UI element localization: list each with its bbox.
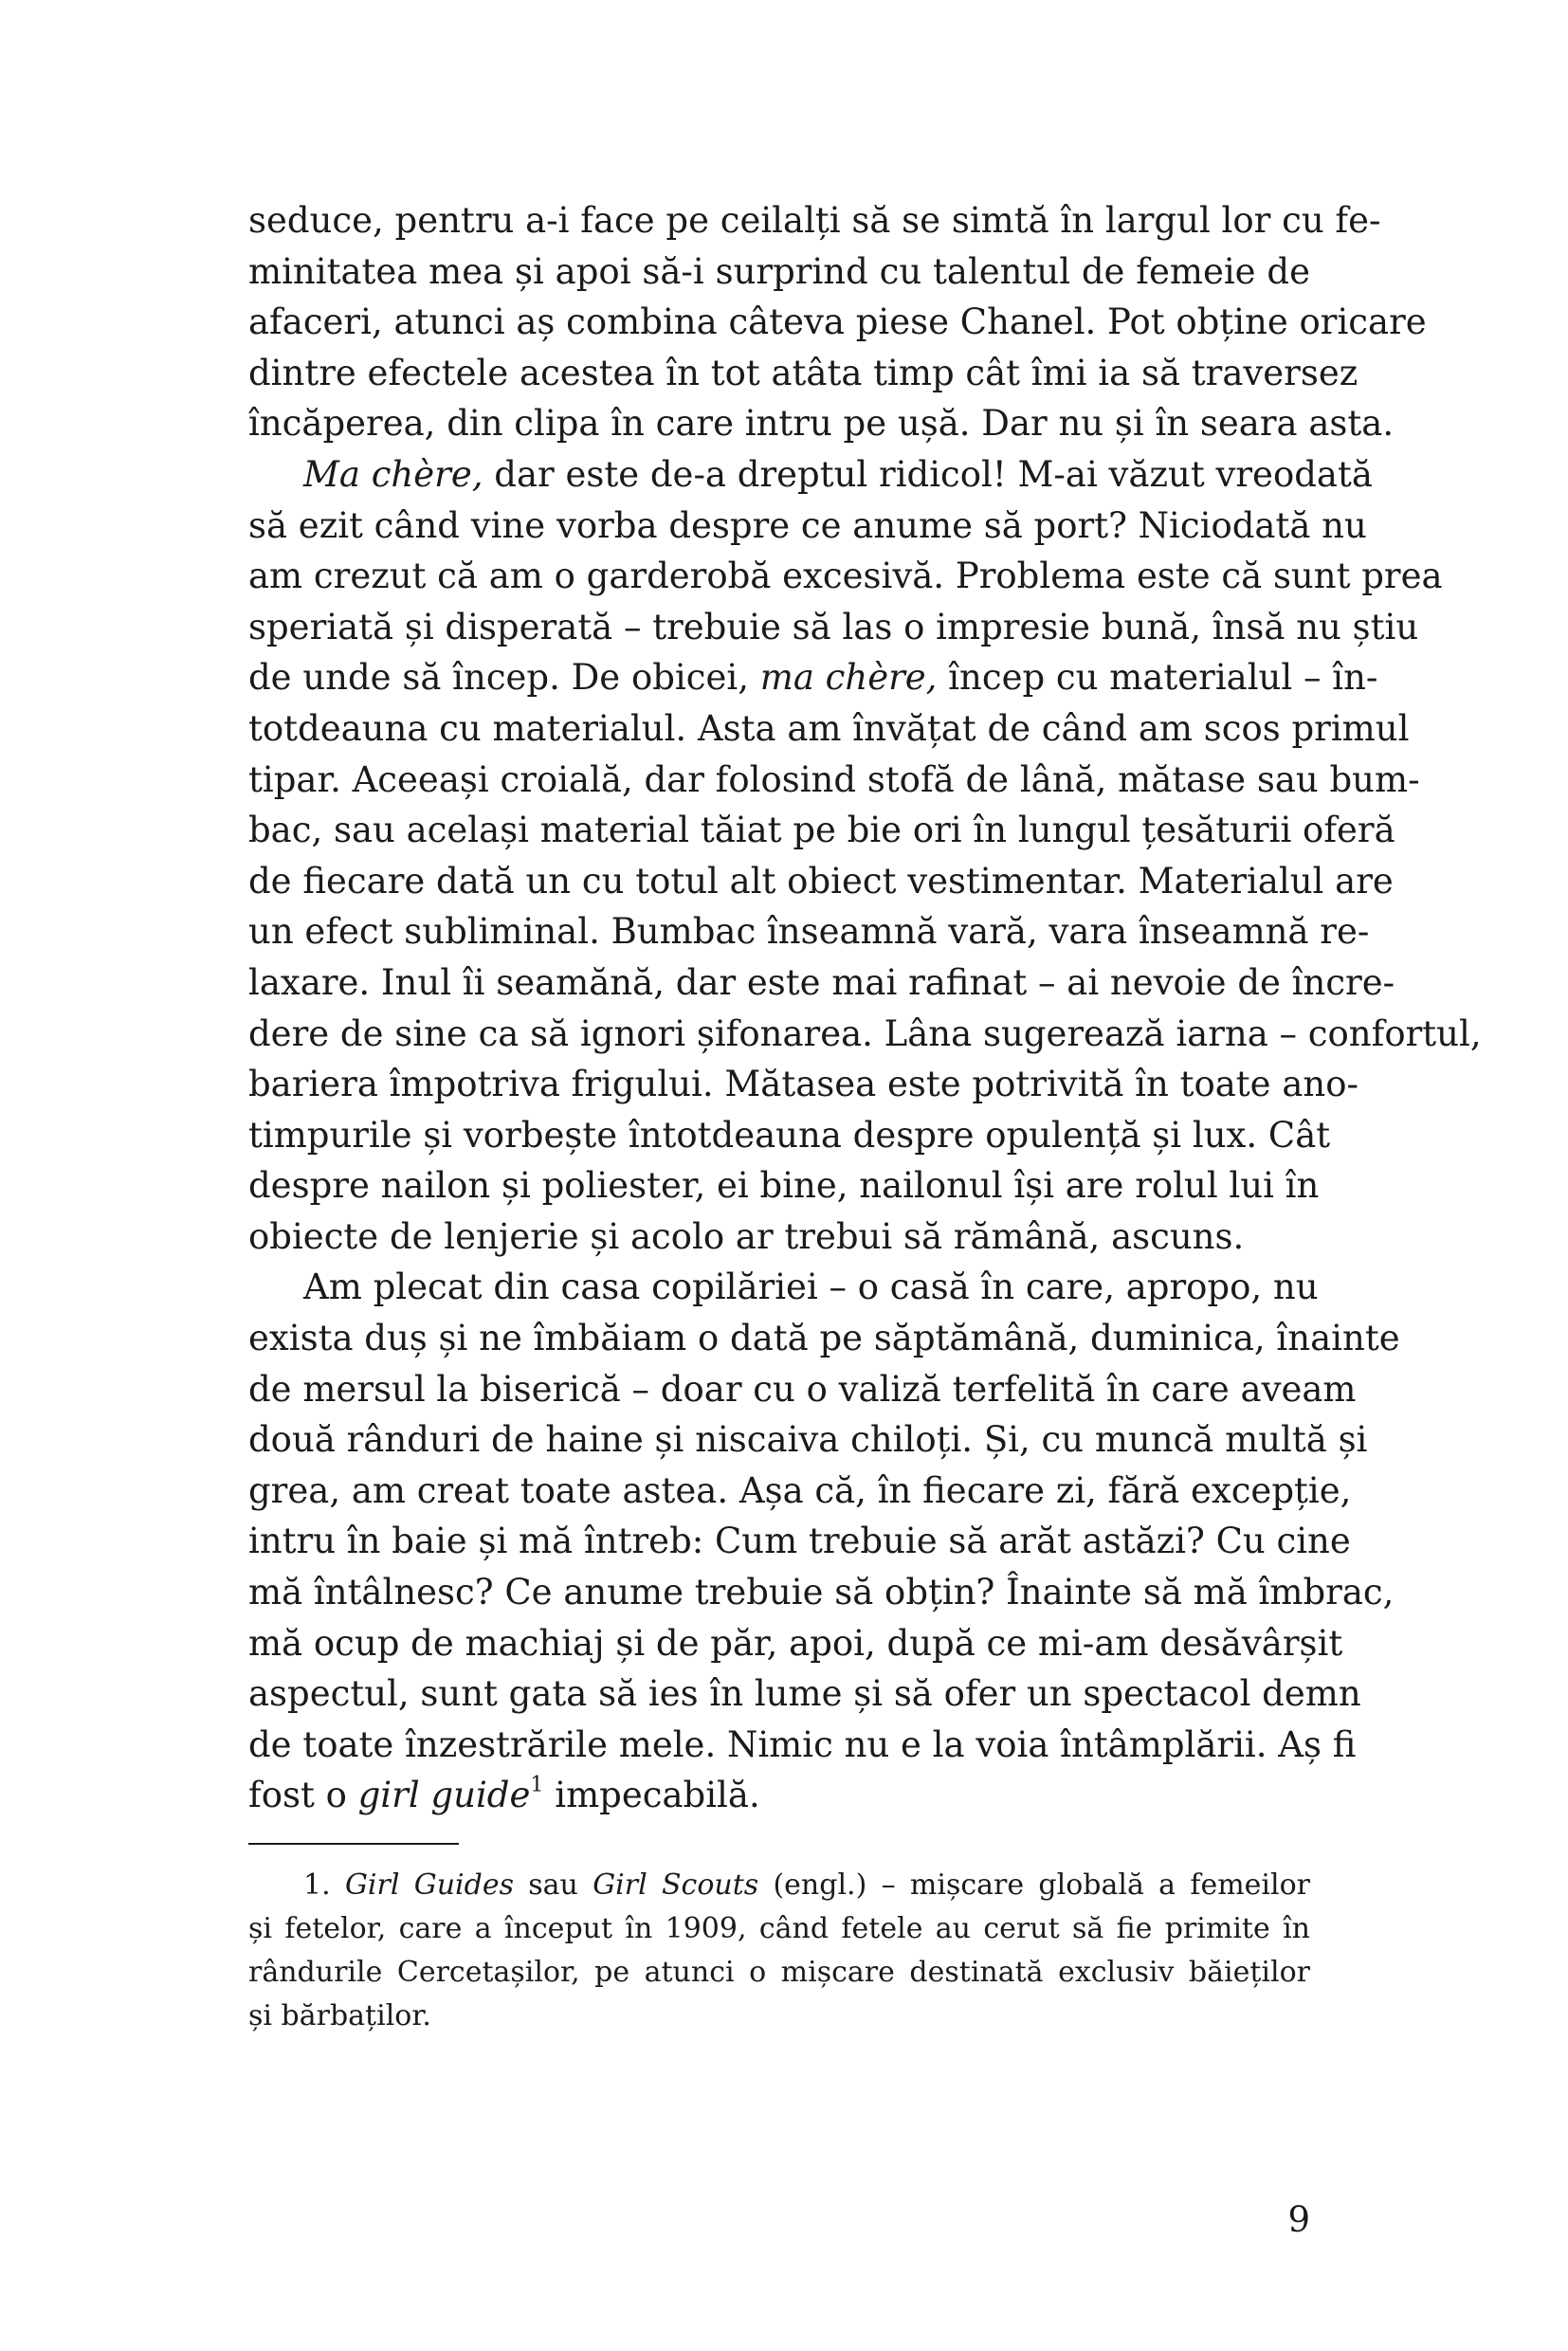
text-line [248,449,1373,501]
footnotes [248,1864,1310,2038]
text-line: minitatea mea și apoi să-i surprind cu talentul de femeie de [248,250,1310,292]
text-line: mă ocup de machiaj și de păr, apoi, după ce mi-am desăvârșit [248,1622,1343,1664]
text-line [248,1864,1310,1907]
text-line: exista duș și ne îmbăiam o dată pe săptămână, duminica, înainte [248,1318,1400,1359]
paragraph-1 [248,195,1427,449]
text-line: bariera împotriva frigului. Mătasea este potrivită în toate ano- [248,1064,1358,1105]
text-span: fost o [248,1775,358,1816]
footnote-separator [248,1843,459,1845]
text-line: un efect subliminal. Bumbac înseamnă vară, vara înseamnă re- [248,911,1370,953]
footnote-reference[interactable]: 1 [530,1772,544,1797]
text-line: Am plecat din casa copilăriei – o casă în care, apropo, nu [303,1267,1319,1308]
footnote-1 [248,1864,1310,2038]
text-line: laxare. Inul îi seamănă, dar este mai rafinat – ai nevoie de încre- [248,961,1395,1003]
text-span: (engl.) – mișcare globală a femeilor [758,1868,1310,1902]
paragraph-3 [248,1262,1400,1821]
text-line: tipar. Aceeași croială, dar folosind stofă de lână, mătase sau bum- [248,758,1420,800]
text-line: totdeauna cu materialul. Asta am învățat de când am scos primul [248,707,1410,749]
text-line: grea, am creat toate astea. Așa că, în fiecare zi, fără excepție, [248,1469,1352,1511]
text-line: dere de sine ca să ignori șifonarea. Lâna sugerează iarna – confortul, [248,1012,1482,1054]
text-line: intru în baie și mă întreb: Cum trebuie să arăt astăzi? Cu cine [248,1521,1351,1562]
footnote-number: 1. [303,1868,331,1902]
page-number: 9 [1287,2199,1310,2240]
text-line: să ezit când vine vorba despre ce anume să port? Niciodată nu [248,504,1367,546]
italic-phrase: girl guide [357,1775,531,1816]
text-line: de mersul la biserică – doar cu o valiză terfelită în care aveam [248,1368,1357,1410]
text-line: bac, sau același material tăiat pe bie ori în lungul țesăturii oferă [248,810,1395,851]
text-line: aspectul, sunt gata să ies în lume și să ofer un spectacol demn [248,1673,1361,1715]
text-line: afaceri, atunci aș combina câteva piese Chanel. Pot obține oricare [248,301,1427,343]
body-text [248,195,1482,1821]
text-line: de fiecare dată un cu totul alt obiect vestimentar. Materialul are [248,860,1394,902]
text-span: sau [513,1868,593,1902]
text-line: dintre efectele acestea în tot atâta timp cât îmi ia să traversez [248,352,1358,393]
italic-phrase: Girl Scouts [593,1868,759,1902]
text-span: de unde să încep. De obicei, [248,657,760,699]
text-line: obiecte de lenjerie și acolo ar trebui să rămână, ascuns. [248,1215,1245,1257]
text-line: am crezut că am o garderobă excesivă. Problema este că sunt prea [248,556,1443,597]
text-line: seduce, pentru a-i face pe ceilalți să se simtă în largul lor cu fe- [248,200,1381,241]
text-line: încăperea, din clipa în care intru pe ușă. Dar nu și în seara asta. [248,403,1395,445]
text-line: rândurile Cercetașilor, pe atunci o mișcare destinată exclusiv băieților [248,1956,1310,1989]
italic-phrase: ma chère, [759,657,938,699]
text-line: două rânduri de haine și niscaiva chiloți. Și, cu muncă multă și [248,1419,1368,1461]
text-line: despre nailon și poliester, ei bine, nailonul își are rolul lui în [248,1165,1320,1207]
text-line: mă întâlnesc? Ce anume trebuie să obțin? Înainte să mă îmbrac, [248,1572,1395,1613]
text-line: timpurile și vorbește întotdeauna despre opulență și lux. Cât [248,1114,1331,1156]
italic-phrase: Ma chère, [303,453,483,495]
text-line: speriată și disperată – trebuie să las o impresie bună, însă nu știu [248,606,1419,647]
text-line: și bărbaților. [248,1999,431,2032]
text-line [248,652,1378,703]
paragraph-2 [248,449,1482,1263]
text-span: dar este de-a dreptul ridicol! M-ai văzut vreodată [483,453,1373,495]
text-span: încep cu materialul – în- [937,657,1378,699]
text-line [248,1770,1310,1821]
text-line: de toate înzestrările mele. Nimic nu e la voia întâmplării. Aș fi [248,1723,1357,1765]
text-line: și fetelor, care a început în 1909, când fetele au cerut să fie primite în [248,1912,1310,1945]
italic-phrase: Girl Guides [344,1868,514,1902]
text-span: impecabilă. [543,1775,760,1816]
